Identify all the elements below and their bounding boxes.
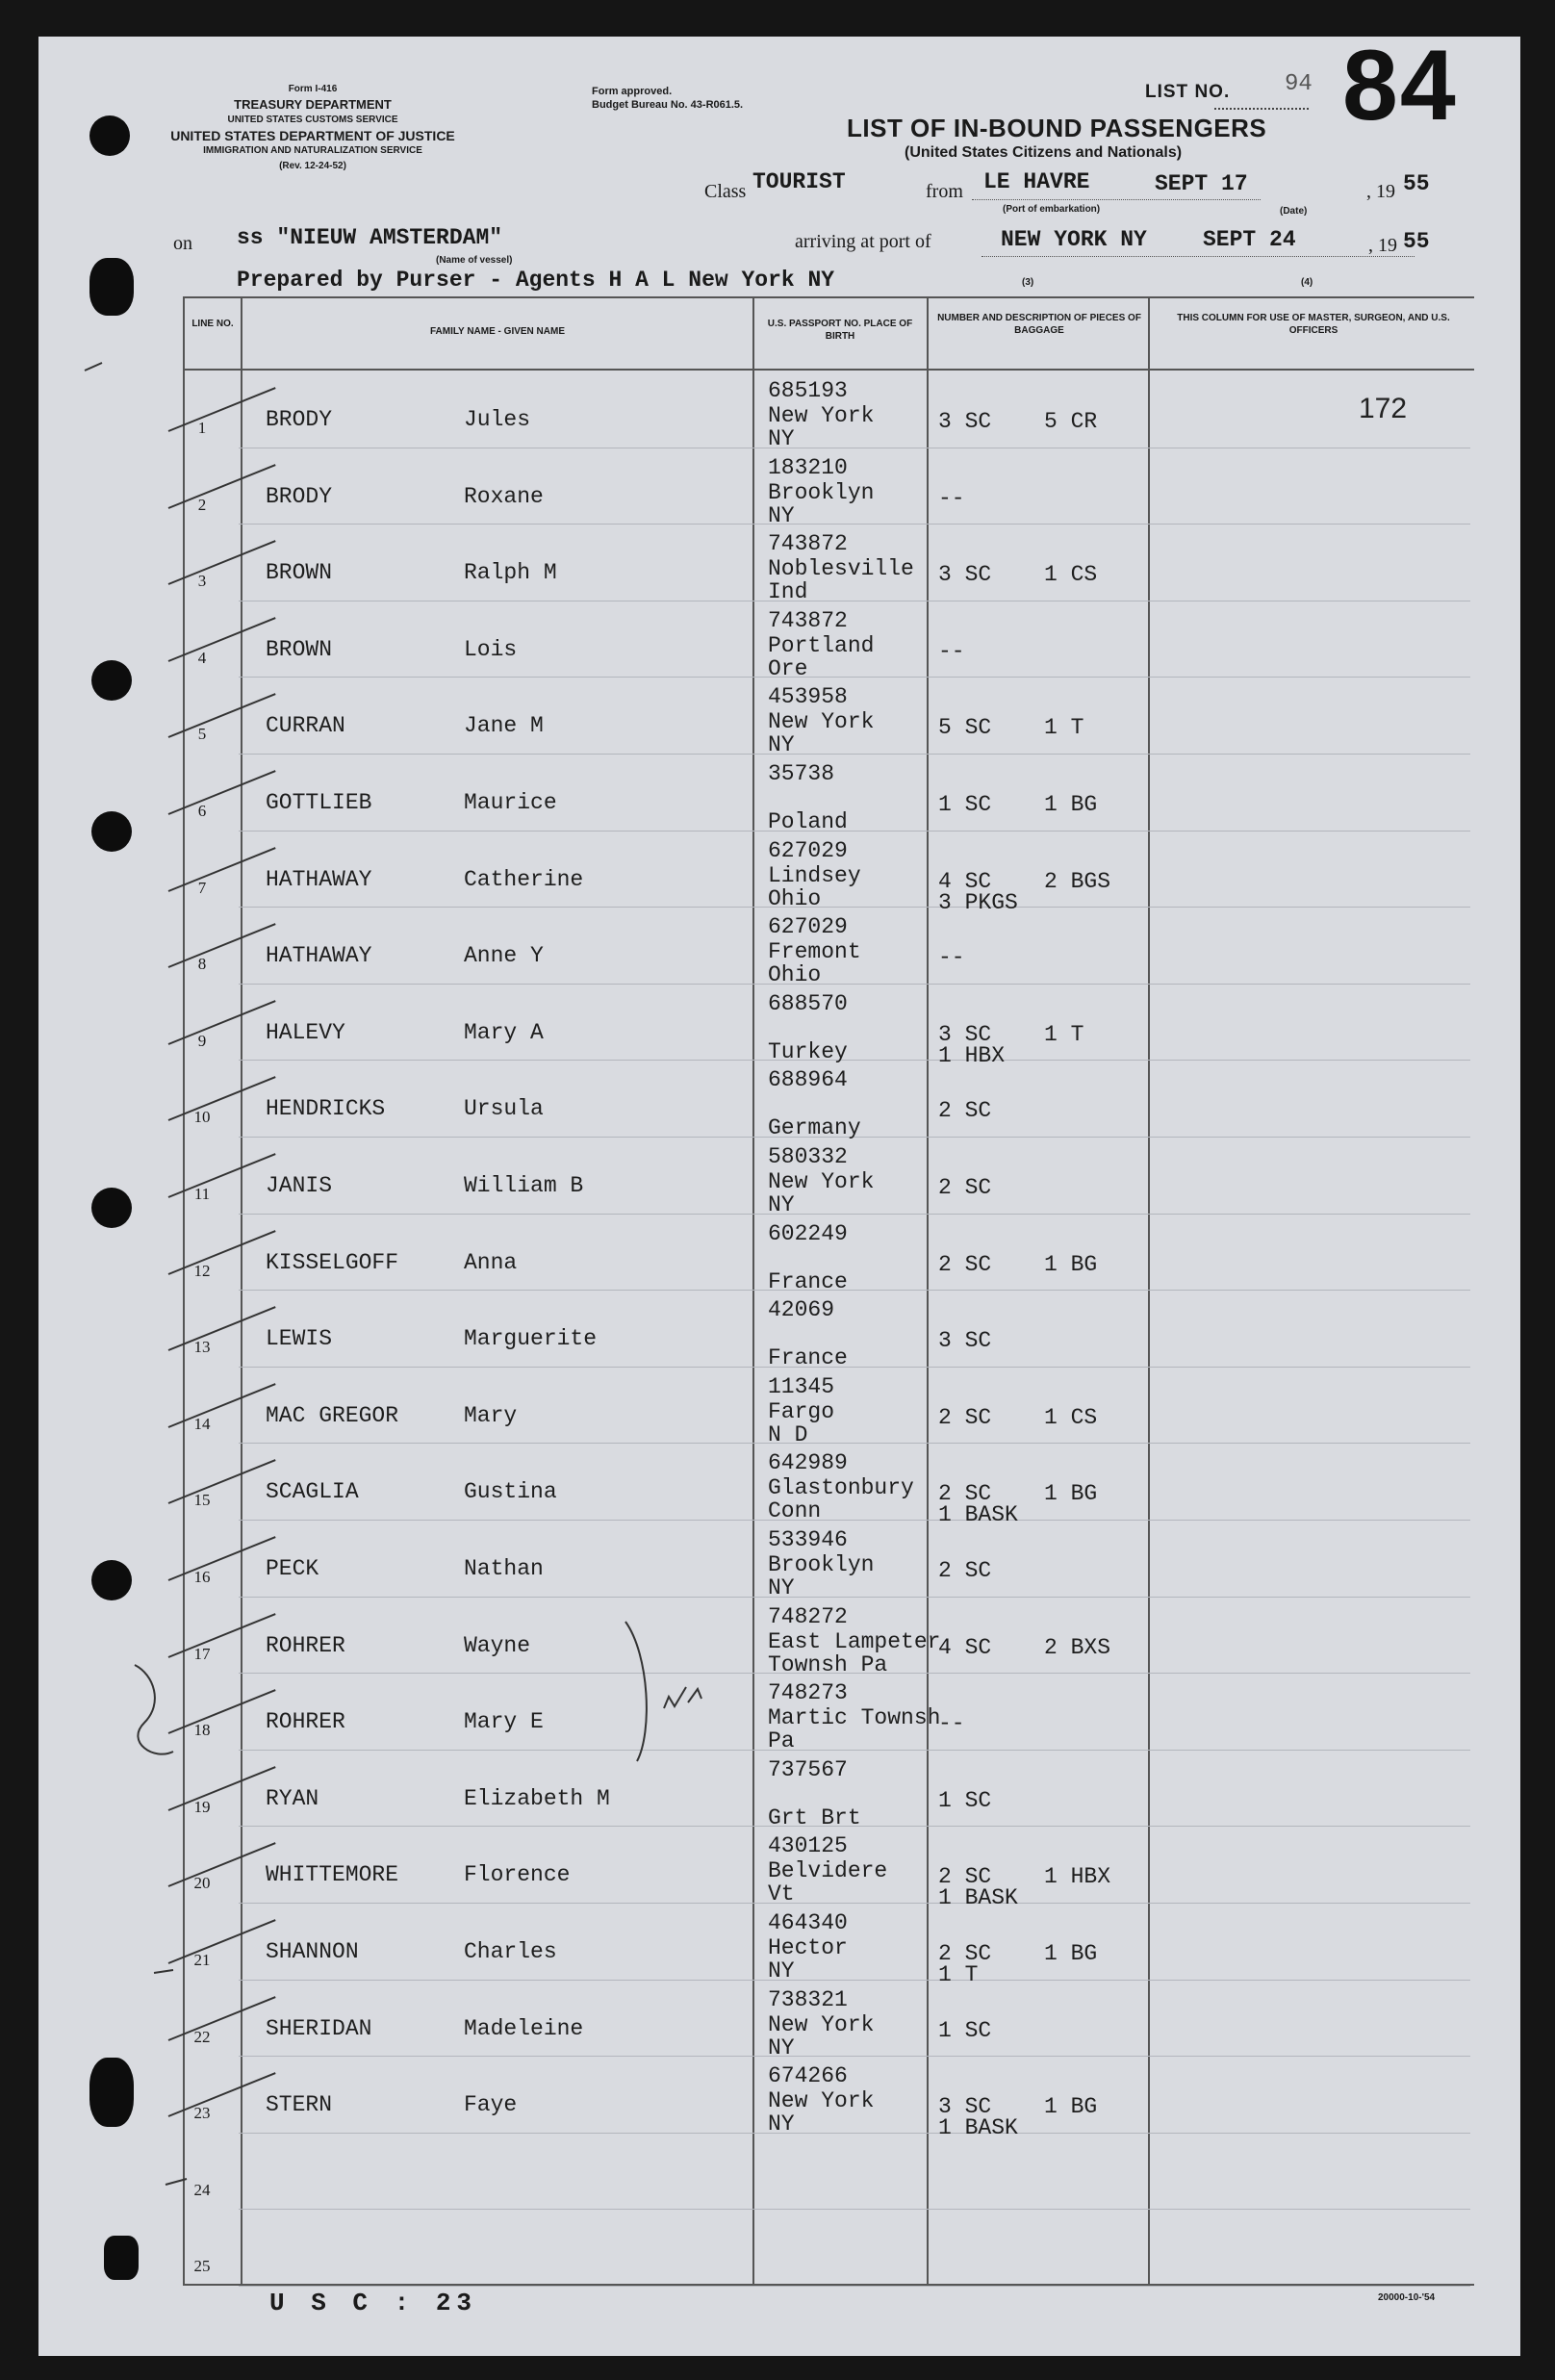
baggage-primary: 2 SC [938, 1251, 992, 1277]
place-of-birth-line2: Ind [768, 579, 808, 605]
passport-number: 743872 [768, 531, 848, 557]
passport-number: 737567 [768, 1756, 848, 1782]
given-name: Madeleine [464, 2015, 584, 2041]
list-no-label: LIST NO. [1145, 82, 1231, 102]
given-name: Gustina [464, 1479, 557, 1505]
list-no-typed: 94 [1285, 71, 1313, 97]
port-of-arrival: NEW YORK NY [1001, 227, 1147, 252]
place-of-birth: Brooklyn [768, 1552, 875, 1577]
class-label: Class [704, 181, 747, 202]
date-caption: (Date) [1280, 206, 1308, 217]
given-name: William B [464, 1173, 584, 1198]
budget-bureau: Budget Bureau No. 43-R061.5. [592, 99, 744, 111]
family-name: STERN [266, 2092, 333, 2118]
line-number: 23 [193, 2104, 211, 2123]
family-name: BROWN [266, 560, 333, 586]
place-of-birth-line2: NY [768, 1192, 795, 1217]
given-name: Elizabeth M [464, 1785, 610, 1811]
family-name: HENDRICKS [266, 1096, 386, 1122]
place-of-birth: Lindsey [768, 862, 861, 888]
baggage-primary: 3 SC [938, 1328, 992, 1354]
passport-number: 674266 [768, 2063, 848, 2089]
form-number: Form I-416 [288, 84, 338, 94]
place-of-birth-line2: N D [768, 1421, 808, 1447]
given-name: Ralph M [464, 560, 557, 586]
place-of-birth-line2: Conn [768, 1498, 822, 1524]
line-number: 5 [197, 725, 207, 744]
initials-mark [664, 1687, 701, 1708]
baggage-primary: -- [938, 945, 965, 971]
place-of-birth: Noblesville [768, 556, 914, 582]
baggage-secondary: 1 BG [1044, 2094, 1098, 2120]
baggage-primary: -- [938, 485, 965, 511]
vessel-caption: (Name of vessel) [436, 255, 513, 266]
baggage-secondary: 2 BXS [1044, 1634, 1111, 1660]
line-number: 20 [193, 1874, 211, 1893]
family-name: WHITTEMORE [266, 1862, 399, 1888]
place-of-birth: New York [768, 2011, 875, 2037]
family-name: ROHRER [266, 1632, 345, 1658]
line-number: 9 [197, 1031, 207, 1050]
place-of-birth-line2: Vt [768, 1881, 795, 1907]
family-name: BRODY [266, 407, 333, 432]
given-name: Mary A [464, 1019, 544, 1045]
place-of-birth-line2: Germany [768, 1115, 861, 1141]
baggage-secondary: 1 HBX [1044, 1864, 1111, 1890]
given-name: Lois [464, 636, 518, 662]
line-number: 17 [193, 1644, 211, 1663]
passport-number: 688570 [768, 990, 848, 1016]
line-number: 8 [197, 955, 207, 974]
line-number: 14 [193, 1414, 211, 1433]
treasury-department: TREASURY DEPARTMENT [234, 97, 392, 112]
baggage-primary: 2 SC [938, 1941, 992, 1966]
family-name: SHANNON [266, 1939, 359, 1964]
place-of-birth-line2: Ohio [768, 885, 822, 911]
baggage-tertiary: 1 T [938, 1962, 979, 1987]
place-of-birth-line2: NY [768, 502, 795, 528]
baggage-secondary: 5 CR [1044, 409, 1098, 434]
place-of-birth: New York [768, 1169, 875, 1194]
baggage-secondary: 1 BG [1044, 1941, 1098, 1966]
given-name: Florence [464, 1862, 571, 1888]
header-passport: U.S. PASSPORT NO. PLACE OF BIRTH [767, 319, 913, 342]
given-name: Marguerite [464, 1326, 598, 1352]
given-name: Ursula [464, 1096, 544, 1122]
passport-number: 453958 [768, 684, 848, 710]
place-of-birth-line2: Grt Brt [768, 1804, 861, 1830]
family-name: HATHAWAY [266, 866, 372, 892]
baggage-secondary: 1 T [1044, 1021, 1084, 1047]
place-of-birth-line2: NY [768, 2111, 795, 2137]
baggage-primary: 1 SC [938, 2017, 992, 2043]
page-subtitle: (United States Citizens and Nationals) [905, 144, 1183, 161]
baggage-secondary: 2 BGS [1044, 868, 1111, 894]
given-name: Faye [464, 2092, 518, 2118]
baggage-primary: 2 SC [938, 1175, 992, 1200]
baggage-primary: -- [938, 638, 965, 664]
arrival-date: SEPT 24 [1203, 227, 1296, 252]
form-revision: (Rev. 12-24-52) [279, 161, 346, 171]
baggage-tertiary: 1 BASK [938, 2115, 1018, 2141]
header-baggage: NUMBER AND DESCRIPTION OF PIECES OF BAGGAGE [937, 313, 1141, 336]
passport-number: 688964 [768, 1067, 848, 1093]
line-number: 4 [197, 648, 207, 667]
baggage-primary: 3 SC [938, 562, 992, 588]
passport-number: 743872 [768, 607, 848, 633]
line-number: 21 [193, 1951, 211, 1969]
line-number: 1 [197, 419, 207, 437]
given-name: Wayne [464, 1632, 531, 1658]
place-of-birth-line2: NY [768, 2035, 795, 2060]
caption-3: (3) [1022, 277, 1034, 288]
page-title: LIST OF IN-BOUND PASSENGERS [847, 114, 1267, 142]
passport-number: 738321 [768, 1986, 848, 2012]
line-number: 18 [193, 1721, 211, 1740]
port-of-embarkation: LE HAVRE [983, 169, 1090, 194]
passport-number: 685193 [768, 378, 848, 403]
immigration-service: IMMIGRATION AND NATURALIZATION SERVICE [203, 145, 422, 156]
family-name: HALEVY [266, 1019, 345, 1045]
line-number: 11 [193, 1185, 211, 1203]
given-name: Charles [464, 1939, 557, 1964]
place-of-birth: New York [768, 2088, 875, 2114]
line-number: 15 [193, 1491, 211, 1510]
passport-number: 430125 [768, 1833, 848, 1859]
given-name: Anne Y [464, 943, 544, 969]
place-of-birth: Martic Townsh [768, 1705, 941, 1731]
place-of-birth-line2: Ore [768, 655, 808, 681]
baggage-secondary: 1 BG [1044, 792, 1098, 817]
baggage-secondary: 1 CS [1044, 1404, 1098, 1430]
family-name: RYAN [266, 1785, 319, 1811]
baggage-primary: 2 SC [938, 1481, 992, 1507]
place-of-birth: New York [768, 403, 875, 428]
family-name: BRODY [266, 483, 333, 509]
place-of-birth-line2: Turkey [768, 1038, 848, 1064]
margin-signature [135, 1665, 173, 1754]
passport-number: 627029 [768, 914, 848, 940]
passport-number: 533946 [768, 1527, 848, 1552]
baggage-primary: 3 SC [938, 1021, 992, 1047]
line-number: 7 [197, 878, 207, 897]
family-name: LEWIS [266, 1326, 333, 1352]
margin-tick [85, 363, 102, 371]
baggage-primary: 3 SC [938, 2094, 992, 2120]
family-name: CURRAN [266, 713, 345, 739]
header-name: FAMILY NAME - GIVEN NAME [429, 326, 565, 337]
baggage-primary: 1 SC [938, 792, 992, 817]
given-name: Nathan [464, 1556, 544, 1581]
family-name: ROHRER [266, 1709, 345, 1735]
class-value: TOURIST [752, 169, 846, 194]
baggage-secondary: 1 T [1044, 715, 1084, 741]
place-of-birth: Portland [768, 632, 875, 658]
list-no-stamp: 84 [1342, 30, 1458, 141]
on-label: on [173, 233, 192, 254]
margin-tick [166, 2179, 187, 2185]
place-of-birth: Brooklyn [768, 479, 875, 505]
passport-number: 748273 [768, 1680, 848, 1706]
family-name: BROWN [266, 636, 333, 662]
embarkation-date: SEPT 17 [1155, 171, 1248, 196]
family-name: MAC GREGOR [266, 1402, 399, 1428]
baggage-tertiary: 1 BASK [938, 1502, 1018, 1528]
prepared-by: Prepared by Purser - Agents H A L New York NY [237, 268, 835, 293]
place-of-birth-line2: France [768, 1345, 848, 1371]
baggage-secondary: 1 BG [1044, 1251, 1098, 1277]
passport-number: 464340 [768, 1910, 848, 1935]
arriving-label: arriving at port of [795, 231, 931, 252]
family-name: SHERIDAN [266, 2015, 372, 2041]
arrival-year-prefix: , 19 [1368, 235, 1397, 256]
line-number: 19 [193, 1797, 211, 1816]
given-name: Jane M [464, 713, 544, 739]
family-name: SCAGLIA [266, 1479, 359, 1505]
arrival-year: 55 [1403, 229, 1430, 254]
passport-number: 11345 [768, 1373, 835, 1399]
place-of-birth-line2: Pa [768, 1728, 795, 1754]
passport-number: 642989 [768, 1450, 848, 1476]
baggage-primary: 2 SC [938, 1864, 992, 1890]
baggage-primary: 2 SC [938, 1404, 992, 1430]
family-name: PECK [266, 1556, 319, 1581]
place-of-birth: Fremont [768, 939, 861, 965]
passport-number: 35738 [768, 761, 835, 786]
baggage-secondary: 1 BG [1044, 1481, 1098, 1507]
place-of-birth: East Lampeter [768, 1628, 941, 1654]
from-label: from [926, 181, 963, 202]
baggage-primary: 5 SC [938, 715, 992, 741]
place-of-birth: Glastonbury [768, 1475, 914, 1501]
place-of-birth-line2: France [768, 1268, 848, 1294]
family-name: JANIS [266, 1173, 333, 1198]
family-name: KISSELGOFF [266, 1249, 399, 1275]
line-number: 10 [193, 1108, 211, 1127]
place-of-birth-line2: NY [768, 1958, 795, 1983]
passport-number: 602249 [768, 1220, 848, 1246]
place-of-birth-line2: NY [768, 732, 795, 758]
line-number: 13 [193, 1338, 211, 1357]
footer-code: 20000-10-'54 [1378, 2292, 1436, 2303]
given-name: Jules [464, 407, 531, 432]
baggage-secondary: 1 CS [1044, 562, 1098, 588]
caption-4: (4) [1301, 277, 1313, 288]
place-of-birth-line2: NY [768, 426, 795, 451]
passport-number: 580332 [768, 1144, 848, 1169]
embark-year: 55 [1403, 171, 1430, 196]
given-name: Anna [464, 1249, 518, 1275]
place-of-birth-line2: NY [768, 1575, 795, 1600]
form-approved: Form approved. [592, 86, 673, 97]
baggage-primary: 4 SC [938, 1634, 992, 1660]
baggage-primary: -- [938, 1711, 965, 1737]
baggage-primary: 3 SC [938, 409, 992, 434]
line-number: 16 [193, 1568, 211, 1586]
baggage-tertiary: 3 PKGS [938, 889, 1018, 915]
place-of-birth-line2: Ohio [768, 962, 822, 988]
line-number: 2 [197, 495, 207, 514]
family-name: GOTTLIEB [266, 790, 372, 815]
justice-department: UNITED STATES DEPARTMENT OF JUSTICE [170, 128, 455, 143]
baggage-tertiary: 1 HBX [938, 1042, 1006, 1068]
line-number: 3 [197, 572, 207, 591]
baggage-primary: 1 SC [938, 1787, 992, 1813]
place-of-birth: New York [768, 709, 875, 735]
passport-number: 627029 [768, 837, 848, 863]
given-name: Mary E [464, 1709, 544, 1735]
given-name: Roxane [464, 483, 544, 509]
given-name: Mary [464, 1402, 518, 1428]
vessel-name: ss "NIEUW AMSTERDAM" [237, 225, 503, 250]
baggage-tertiary: 1 BASK [938, 1885, 1018, 1911]
line-number: 22 [193, 2027, 211, 2046]
place-of-birth: Hector [768, 1935, 848, 1960]
given-name: Maurice [464, 790, 557, 815]
place-of-birth-line2: Poland [768, 809, 848, 834]
embark-year-prefix: , 19 [1366, 181, 1395, 202]
header-officers: THIS COLUMN FOR USE OF MASTER, SURGEON, AND U.S. OFFICERS [1177, 313, 1450, 336]
baggage-primary: 2 SC [938, 1558, 992, 1583]
totals-line: U S C : 23 [269, 2289, 478, 2317]
place-of-birth-line2: Townsh Pa [768, 1651, 888, 1677]
family-name: HATHAWAY [266, 943, 372, 969]
port-embarkation-caption: (Port of embarkation) [1003, 204, 1101, 215]
customs-service: UNITED STATES CUSTOMS SERVICE [227, 115, 398, 125]
passport-number: 42069 [768, 1297, 835, 1323]
officer-note: 172 [1359, 393, 1408, 424]
passport-number: 183210 [768, 454, 848, 480]
passport-number: 748272 [768, 1603, 848, 1629]
bracket-mark [625, 1622, 647, 1761]
given-name: Catherine [464, 866, 584, 892]
line-number: 12 [193, 1261, 211, 1280]
line-number: 25 [193, 2257, 211, 2276]
line-number: 6 [197, 802, 207, 820]
place-of-birth: Fargo [768, 1398, 835, 1424]
baggage-primary: 4 SC [938, 868, 992, 894]
place-of-birth: Belvidere [768, 1858, 888, 1884]
baggage-primary: 2 SC [938, 1098, 992, 1124]
margin-tick [154, 1970, 173, 1973]
header-line-no: LINE NO. [191, 319, 234, 329]
line-number: 24 [193, 2180, 211, 2199]
